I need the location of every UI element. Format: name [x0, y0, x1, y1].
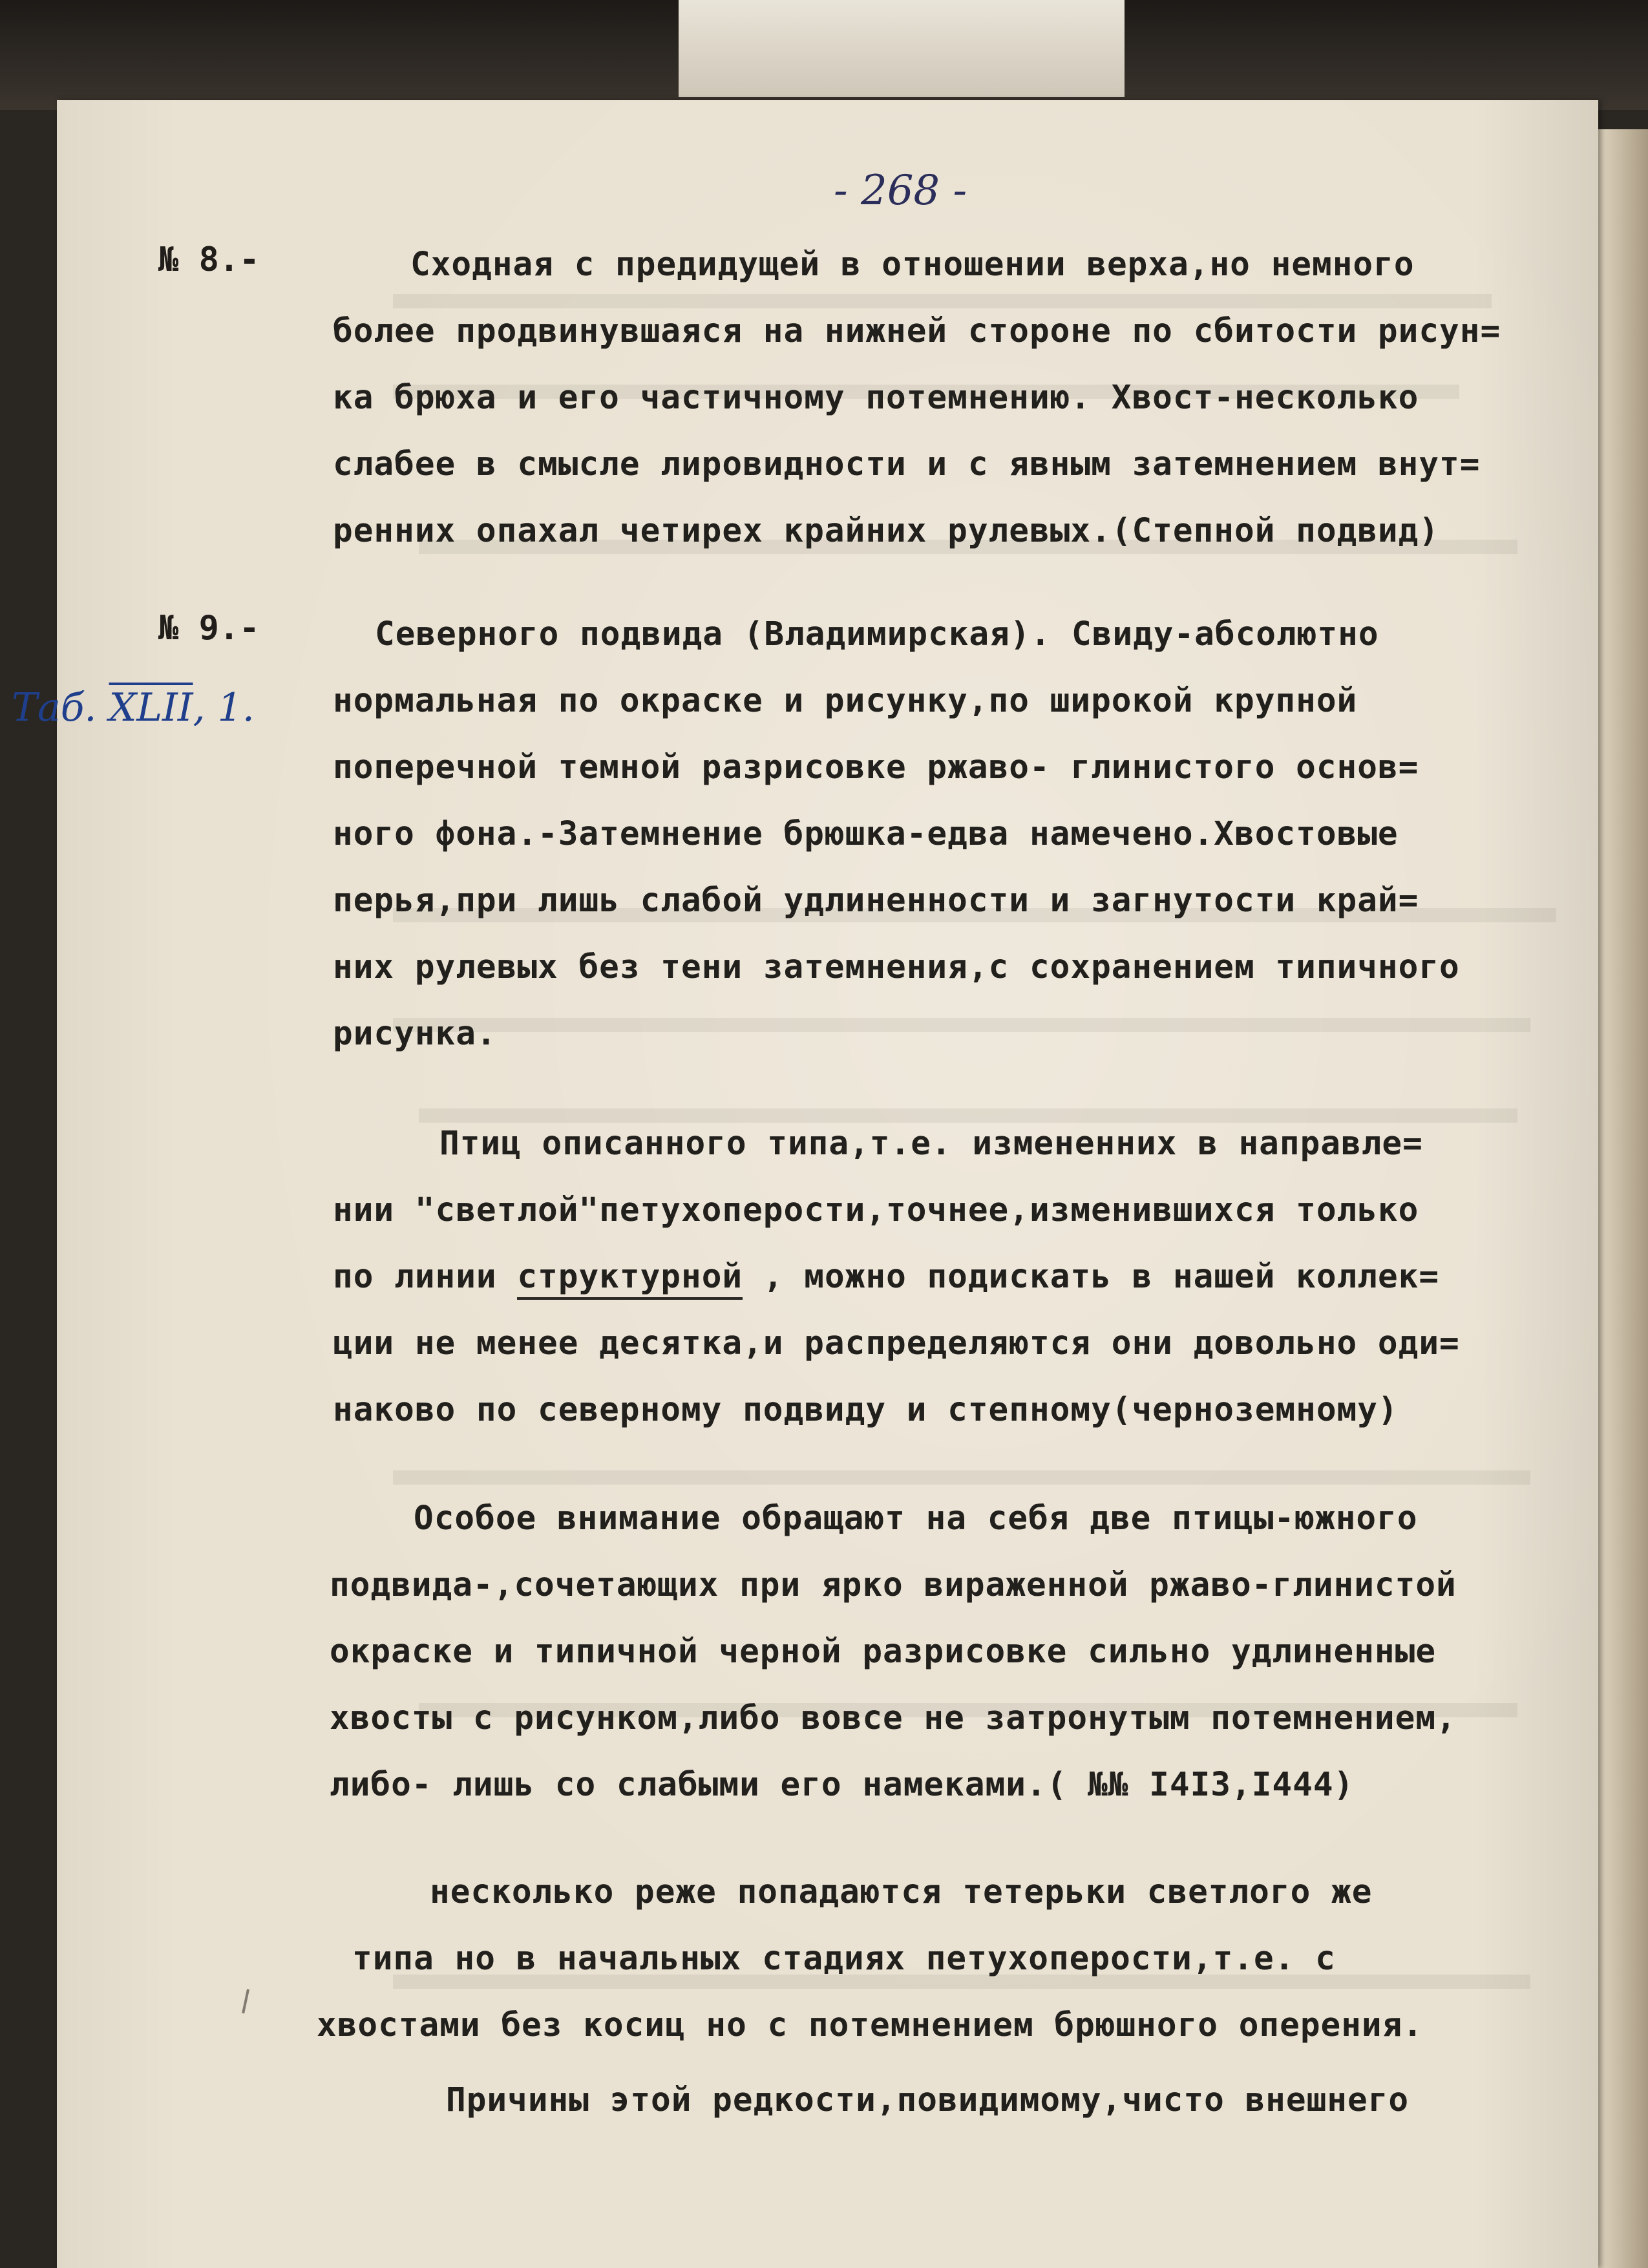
text-line: несколько реже попадаются тетерьки светлого же [430, 1873, 1373, 1911]
text-line: подвида-,сочетающих при ярко виpаженной ржаво-глинистой [330, 1566, 1457, 1604]
text-line: Особое внимание обращают на себя две птицы-южного [414, 1500, 1418, 1538]
text-line: ции не менее десятка,и распределяются они довольно оди= [333, 1324, 1460, 1362]
entry-number-8: № 8.- [158, 240, 260, 279]
text-line [333, 1258, 1439, 1296]
text-line: ка брюха и его частичному потемнению. Хвост-несколько [333, 379, 1419, 417]
margin-note-prefix: Таб. [12, 685, 97, 730]
margin-note-table-reference [12, 685, 255, 730]
text-line: слабее в смысле лировидности и с явным затемнением внут= [333, 445, 1481, 483]
text-line: Причины этой редкости,повидимому,чисто внешнего [446, 2081, 1410, 2119]
text-line: окраске и типичной черной разрисовке сильно удлиненные [330, 1633, 1437, 1671]
text-line: типа но в начальных стадиях петухоперости,т.е. с [352, 1940, 1336, 1978]
page-number: - 268 - [834, 167, 967, 215]
text-line: перья,при лишь слабой удлиненности и загнутости край= [333, 882, 1419, 920]
margin-note-suffix: , 1. [193, 685, 255, 730]
margin-note-roman: XLII [109, 685, 193, 730]
text-line: более продвинувшаяся на нижней стороне по сбитости рисун= [333, 312, 1501, 350]
text-line: Сходная с предидущей в отношении верха,но немного [410, 246, 1415, 284]
text-span: , можно подискать в нашей коллек= [763, 1258, 1440, 1296]
text-span: по линии [333, 1258, 497, 1296]
text-line: ренних опахал четирех крайних рулевых.(Степной подвид) [333, 512, 1440, 550]
text-line: наково по северному подвиду и степному(черноземному) [333, 1391, 1399, 1429]
text-line: нормальная по окраске и рисунку,по широкой крупной [333, 682, 1358, 720]
scan-top-paper-strip [679, 0, 1125, 97]
entry-number-9: № 9.- [158, 609, 260, 648]
text-line: хвостами без косиц но с потемнением брюшного оперения. [317, 2006, 1424, 2044]
text-line: хвосты с рисунком,либо вовсе не затронутым потемнением, [330, 1699, 1457, 1737]
text-line: поперечной темной разрисовке ржаво- глинистого основ= [333, 748, 1419, 787]
text-line: нии "светлой"петухоперости,точнее,изменившихся только [333, 1191, 1419, 1229]
text-line: либо- лишь со слабыми его намеками.( №№ I4I3,I444) [330, 1766, 1355, 1804]
text-line: них рулевых без тени затемнения,с сохранением типичного [333, 948, 1460, 986]
text-line: ного фона.-Затемнение брюшка-едва намечено.Хвостовые [333, 815, 1399, 853]
text-line: Птиц описанного типа,т.е. измененних в направле= [439, 1125, 1423, 1163]
text-line: Северного подвида (Владимирская). Свиду-абсолютно [375, 615, 1379, 653]
underlined-word: структурной [517, 1258, 743, 1300]
text-line: рисунка. [333, 1015, 497, 1053]
